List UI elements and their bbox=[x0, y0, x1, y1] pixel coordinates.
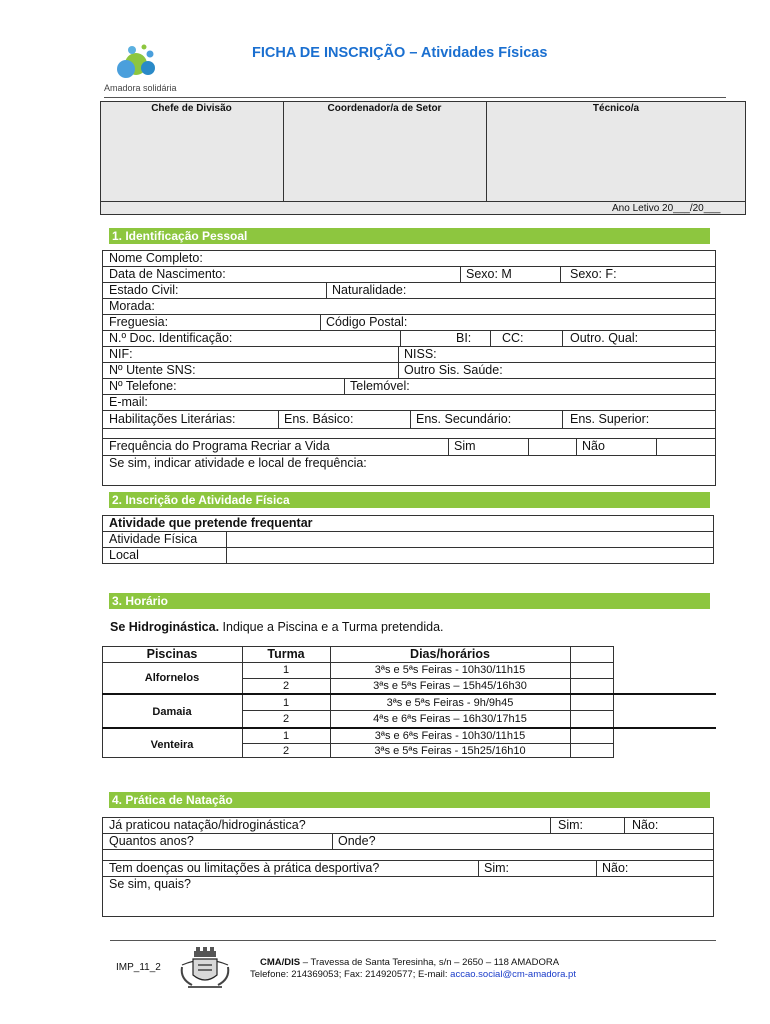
col-line bbox=[326, 282, 327, 298]
field-sexo-m[interactable]: Sexo: M bbox=[466, 267, 512, 281]
field-onde[interactable]: Onde? bbox=[338, 834, 376, 848]
field-local[interactable]: Local bbox=[109, 548, 139, 562]
municipal-crest-icon bbox=[176, 945, 234, 993]
horario-cell: 3ªs e 6ªs Feiras - 10h30/11h15 bbox=[374, 730, 526, 742]
signature-table bbox=[100, 101, 746, 202]
field-telemovel[interactable]: Telemóvel: bbox=[350, 379, 410, 393]
field-ens-secundario[interactable]: Ens. Secundário: bbox=[416, 412, 512, 426]
col-line bbox=[656, 438, 657, 455]
field-bi[interactable]: BI: bbox=[456, 331, 472, 345]
document-code: IMP_11_2 bbox=[116, 962, 161, 973]
recriar-sim-option[interactable]: Sim bbox=[454, 439, 476, 453]
page-title: FICHA DE INSCRIÇÃO – Atividades Físicas bbox=[252, 45, 548, 61]
row-line bbox=[102, 394, 716, 395]
row-line bbox=[102, 298, 716, 299]
group-separator bbox=[102, 693, 716, 695]
field-utente-sns[interactable]: Nº Utente SNS: bbox=[109, 363, 196, 377]
pool-damaia: Damaia bbox=[152, 706, 192, 718]
col-line bbox=[562, 330, 563, 346]
field-codigo-postal[interactable]: Código Postal: bbox=[326, 315, 408, 329]
field-doencas: Tem doenças ou limitações à prática desportiva? bbox=[109, 861, 380, 875]
turma-cell[interactable]: 1 bbox=[282, 730, 290, 742]
sig-divider-2 bbox=[486, 101, 487, 202]
hidroginastica-intro bbox=[110, 620, 444, 635]
col-line bbox=[528, 438, 529, 455]
doencas-nao-option[interactable]: Não: bbox=[602, 861, 629, 875]
header-rule bbox=[104, 97, 726, 98]
field-sexo-f[interactable]: Sexo: F: bbox=[570, 267, 617, 281]
intro-text: Indique a Piscina e a Turma pretendida. bbox=[219, 620, 444, 634]
footer-phones: Telefone: 214369053; Fax: 214920577; E-mail: bbox=[250, 969, 451, 980]
field-outro-qual[interactable]: Outro. Qual: bbox=[570, 331, 639, 345]
row-line bbox=[102, 282, 716, 283]
field-data-nascimento[interactable]: Data de Nascimento: bbox=[109, 267, 226, 281]
field-ens-basico[interactable]: Ens. Básico: bbox=[284, 412, 354, 426]
col-line bbox=[490, 330, 491, 346]
field-morada[interactable]: Morada: bbox=[109, 299, 155, 313]
footer-contacts bbox=[250, 969, 576, 981]
col-line bbox=[576, 438, 577, 455]
field-quantos-anos[interactable]: Quantos anos? bbox=[109, 834, 194, 848]
school-year-field[interactable]: Ano Letivo 20___/20___ bbox=[612, 203, 721, 214]
section-2-header: 2. Inscrição de Atividade Física bbox=[109, 492, 710, 508]
field-outro-saude[interactable]: Outro Sis. Saúde: bbox=[404, 363, 503, 377]
col-line bbox=[550, 817, 551, 833]
field-nif[interactable]: NIF: bbox=[109, 347, 133, 361]
row-line bbox=[102, 428, 716, 429]
row-line bbox=[102, 547, 714, 548]
col-line bbox=[344, 378, 345, 394]
praticou-sim-option[interactable]: Sim: bbox=[558, 818, 583, 832]
intro-bold: Se Hidroginástica. bbox=[110, 620, 220, 634]
horario-cell: 4ªs e 6ªs Feiras – 16h30/17h15 bbox=[373, 713, 527, 725]
footer-email-link[interactable]: accao.social@cm-amadora.pt bbox=[450, 969, 576, 980]
horario-cell: 3ªs e 5ªs Feiras - 15h25/16h10 bbox=[374, 745, 526, 757]
logo-graphic bbox=[104, 42, 174, 84]
field-ja-praticou: Já praticou natação/hidroginástica? bbox=[109, 818, 306, 832]
field-telefone[interactable]: Nº Telefone: bbox=[109, 379, 177, 393]
signature-label-tecnico: Técnico/a bbox=[592, 103, 640, 114]
col-line bbox=[398, 346, 399, 378]
row-line bbox=[102, 410, 716, 411]
logo bbox=[104, 42, 177, 93]
logo-text: Amadora solidária bbox=[104, 83, 177, 93]
activity-heading: Atividade que pretende frequentar bbox=[109, 516, 313, 530]
turma-cell[interactable]: 1 bbox=[282, 697, 290, 709]
section-4-header: 4. Prática de Natação bbox=[109, 792, 710, 808]
col-line bbox=[560, 266, 561, 282]
doencas-sim-option[interactable]: Sim: bbox=[484, 861, 509, 875]
signature-label-chefe: Chefe de Divisão bbox=[151, 103, 232, 114]
col-line bbox=[320, 314, 321, 330]
field-cc[interactable]: CC: bbox=[502, 331, 524, 345]
header-piscinas: Piscinas bbox=[146, 647, 198, 661]
pool-alfornelos: Alfornelos bbox=[144, 672, 200, 684]
field-recriar-a-vida: Frequência do Programa Recriar a Vida bbox=[109, 439, 330, 453]
field-estado-civil[interactable]: Estado Civil: bbox=[109, 283, 179, 297]
col-line bbox=[624, 817, 625, 833]
pool-venteira: Venteira bbox=[150, 739, 194, 751]
field-email[interactable]: E-mail: bbox=[109, 395, 148, 409]
header-turma: Turma bbox=[267, 647, 305, 661]
row-line bbox=[102, 876, 714, 877]
row-line bbox=[242, 710, 614, 711]
field-freguesia[interactable]: Freguesia: bbox=[109, 315, 169, 329]
turma-cell[interactable]: 2 bbox=[282, 713, 290, 725]
col-line bbox=[410, 410, 411, 428]
col-line bbox=[332, 833, 333, 849]
row-line bbox=[102, 849, 714, 850]
turma-cell[interactable]: 1 bbox=[282, 664, 290, 676]
footer-rule bbox=[110, 940, 716, 941]
praticou-nao-option[interactable]: Não: bbox=[632, 818, 659, 832]
turma-cell[interactable]: 2 bbox=[282, 680, 290, 692]
col-line bbox=[562, 410, 563, 428]
section-1-header: 1. Identificação Pessoal bbox=[109, 228, 710, 244]
col-line bbox=[596, 860, 597, 876]
footer-address bbox=[260, 957, 559, 969]
col-line bbox=[400, 330, 401, 346]
horario-cell: 3ªs e 5ªs Feiras - 9h/9h45 bbox=[386, 697, 514, 709]
field-naturalidade[interactable]: Naturalidade: bbox=[332, 283, 407, 297]
col-line bbox=[460, 266, 461, 282]
field-atividade-fisica[interactable]: Atividade Física bbox=[109, 532, 198, 546]
recriar-nao-option[interactable]: Não bbox=[582, 439, 605, 453]
horario-cell: 3ªs e 5ªs Feiras – 15h45/16h30 bbox=[373, 680, 527, 692]
col-line bbox=[448, 438, 449, 455]
field-nome[interactable]: Nome Completo: bbox=[109, 251, 203, 265]
signature-label-coordenador: Coordenador/a de Setor bbox=[327, 103, 442, 114]
horario-cell: 3ªs e 5ªs Feiras - 10h30/11h15 bbox=[374, 664, 526, 676]
row-line bbox=[102, 314, 716, 315]
field-doc-identificacao[interactable]: N.º Doc. Identificação: bbox=[109, 331, 233, 345]
col-line bbox=[226, 531, 227, 564]
section-3-header: 3. Horário bbox=[109, 593, 710, 609]
field-se-sim-atividade[interactable]: Se sim, indicar atividade e local de frequência: bbox=[109, 456, 367, 470]
turma-cell[interactable]: 2 bbox=[282, 745, 290, 757]
footer-address-text: – Travessa de Santa Teresinha, s/n – 2650 – 118 AMADORA bbox=[300, 957, 560, 968]
sig-divider-1 bbox=[283, 101, 284, 202]
field-habilitacoes: Habilitações Literárias: bbox=[109, 412, 236, 426]
col-line bbox=[278, 410, 279, 428]
field-ens-superior[interactable]: Ens. Superior: bbox=[570, 412, 650, 426]
col-line bbox=[478, 860, 479, 876]
header-dias-horarios: Dias/horários bbox=[410, 647, 490, 661]
field-niss[interactable]: NISS: bbox=[404, 347, 437, 361]
field-se-sim-quais[interactable]: Se sim, quais? bbox=[109, 877, 191, 891]
footer-org: CMA/DIS bbox=[260, 957, 301, 968]
